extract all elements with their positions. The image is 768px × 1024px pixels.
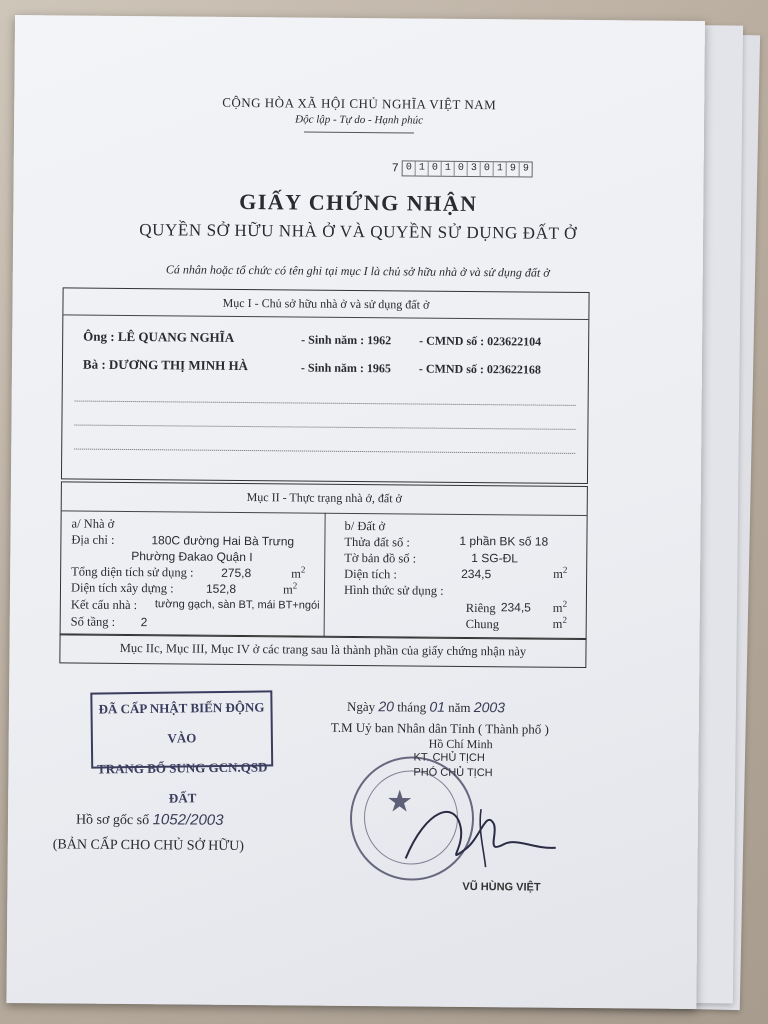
owner-birth: - Sinh năm : 1965 (300, 360, 392, 376)
owner-prefix: Bà : (82, 356, 106, 372)
owner-name: LÊ QUANG NGHĨA (117, 328, 235, 345)
intro-text: Cá nhân hoặc tổ chức có tên ghi tại mục I là chủ sở hữu nhà ở và sử dụng đất ở (165, 262, 550, 280)
file-value: 1052/2003 (152, 811, 224, 829)
section-property (60, 481, 588, 640)
footer-note-box (59, 633, 586, 668)
serial-digit: 0 (403, 161, 416, 175)
section-owners (61, 287, 590, 484)
signature-icon (385, 788, 586, 880)
address-line-2: Phường Đakao Quận I (131, 549, 253, 565)
date-day: 20 (378, 698, 395, 715)
official-seal-icon: ★ (349, 756, 474, 881)
land-area-value: 234,5 (461, 566, 492, 582)
parcel-value: 1 phần BK số 18 (459, 533, 549, 549)
section-owners-title: Mục I - Chủ sở hữu nhà ở và sử dụng đất ở (222, 295, 430, 312)
address-line-1: 180C đường Hai Bà Trưng (151, 533, 295, 549)
motto-underline (304, 132, 414, 134)
update-stamp-line-2: TRANG BỔ SUNG GCN.QSD ĐẤT (96, 759, 268, 806)
area-unit: $m^2$ (553, 564, 568, 581)
parcel-label: Thửa đất số : (344, 534, 410, 550)
area-unit: $m^2$ (552, 614, 568, 631)
structure-value: tường gạch, sàn BT, mái BT+ngói (154, 598, 320, 612)
owner-row-1 (83, 329, 234, 346)
update-stamp (90, 690, 273, 806)
serial-digit: 1 (442, 162, 455, 176)
land-heading: b/ Đất ở (344, 518, 386, 534)
area-unit: $m^2$ (552, 598, 568, 615)
footer-note: Mục IIc, Mục III, Mục IV ở các trang sau là thành phần của giấy chứng nhận này (119, 640, 527, 659)
owner-row-2 (83, 357, 248, 374)
file-number (76, 811, 224, 830)
private-value: 234,5 (500, 600, 531, 615)
serial-digit: 1 (494, 162, 507, 176)
divider (63, 314, 588, 320)
owner-id: - CMND số : 023622168 (418, 361, 541, 377)
shared-label: Chung (465, 616, 500, 632)
private-label: Riêng (465, 600, 496, 616)
column-divider (324, 513, 326, 637)
date-year: 2003 (473, 699, 506, 716)
built-area-value: 152,8 (205, 581, 237, 596)
owner-name: DƯƠNG THỊ MINH HÀ (108, 356, 249, 374)
serial-number (392, 160, 533, 177)
floors-label: Số tầng : (70, 614, 116, 629)
update-stamp-line-1: ĐÃ CẤP NHẬT BIẾN ĐỘNG VÀO (98, 699, 265, 746)
serial-digit: 3 (468, 162, 481, 176)
serial-digit: 9 (522, 163, 529, 175)
national-title: CỘNG HÒA XÃ HỘI CHỦ NGHĨA VIỆT NAM (222, 94, 497, 113)
address-label: Địa chỉ : (71, 532, 115, 547)
authority-city: Hồ Chí Minh (428, 736, 493, 752)
date-month: 01 (429, 698, 446, 715)
area-unit: $m^2$ (282, 580, 298, 597)
copy-note: (BẢN CẤP CHO CHỦ SỞ HỮU) (52, 837, 245, 855)
section-property-title: Mục II - Thực trạng nhà ở, đất ở (246, 490, 402, 506)
serial-digit: 0 (455, 162, 468, 176)
serial-digit: 0 (429, 162, 442, 176)
motto: Độc lập - Tự do - Hạnh phúc (295, 113, 424, 127)
owner-prefix: Ông : (83, 328, 115, 344)
blank-line (74, 449, 575, 454)
house-heading: a/ Nhà ở (71, 516, 115, 531)
map-value: 1 SG-ĐL (471, 551, 519, 566)
area-unit: $m^2$ (291, 564, 306, 581)
authority-position: KT. CHỦ TỊCH (413, 751, 485, 765)
serial-digit: 0 (481, 162, 494, 176)
blank-line (74, 425, 575, 430)
built-area-label: Diện tích xây dựng : (70, 580, 174, 596)
floors-value: 2 (140, 615, 148, 630)
serial-digits (402, 160, 533, 177)
file-label: Hồ sơ gốc số (75, 812, 150, 829)
signer-name: VŨ HÙNG VIỆT (462, 880, 541, 894)
serial-prefix: 7 (391, 161, 399, 176)
issue-date: Ngày 20 tháng 01 năm 2003 (346, 698, 506, 716)
owner-birth: - Sinh năm : 1962 (301, 332, 392, 348)
land-area-label: Diện tích : (344, 566, 397, 582)
structure-label: Kết cấu nhà : (70, 597, 138, 613)
total-area-label: Tổng diện tích sử dụng : (71, 564, 194, 580)
certificate-subtitle: QUYỀN SỞ HỮU NHÀ Ở VÀ QUYỀN SỬ DỤNG ĐẤT Ở (139, 220, 577, 243)
blank-line (75, 401, 576, 406)
owner-id: - CMND số : 023622104 (419, 333, 542, 349)
total-area-value: 275,8 (221, 565, 252, 581)
authority-vice-position: PHÓ CHỦ TỊCH (413, 766, 493, 780)
certificate-title: GIẤY CHỨNG NHẬN (239, 188, 478, 217)
serial-digit: 9 (507, 162, 520, 176)
map-label: Tờ bản đồ số : (344, 550, 417, 566)
usage-label: Hình thức sử dụng : (343, 582, 444, 598)
serial-digit: 1 (416, 162, 429, 176)
authority-line: T.M Uỷ ban Nhân dân Tỉnh ( Thành phố ) (330, 719, 549, 737)
certificate-page (6, 15, 705, 1009)
